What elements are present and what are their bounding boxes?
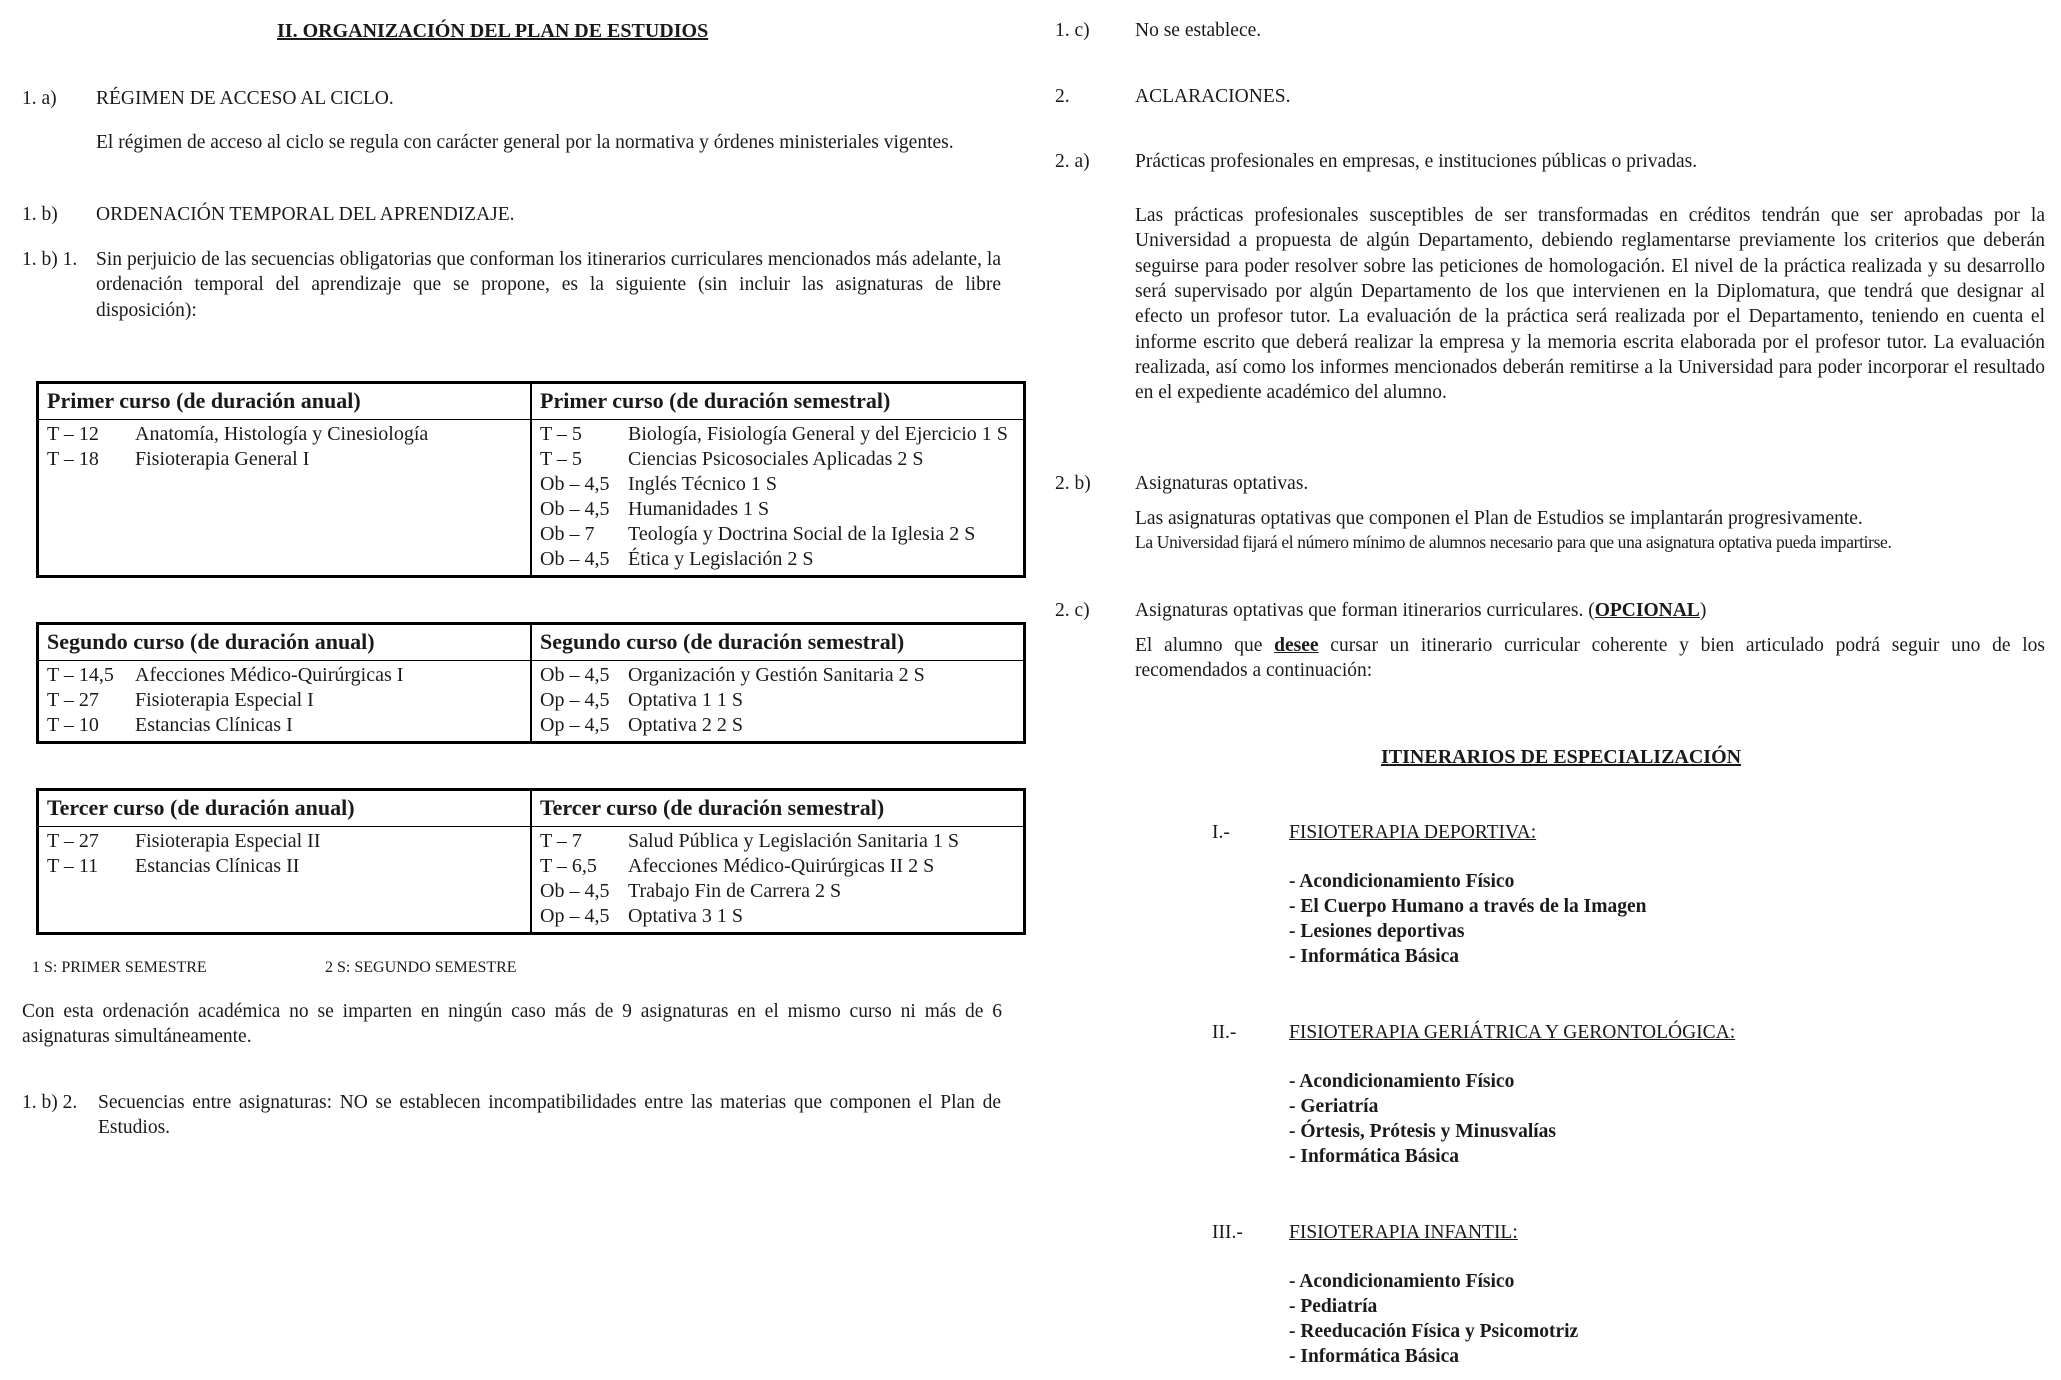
section-number: 1. a) <box>22 88 57 109</box>
section-number: 1. b) <box>22 204 58 225</box>
subject-name: Fisioterapia Especial II <box>135 829 321 852</box>
subject-name: Fisioterapia General I <box>135 447 310 470</box>
subject-row <box>540 879 1015 904</box>
section-number: 1. b) 2. <box>22 1092 78 1113</box>
section-number: 2. c) <box>1055 600 1090 621</box>
section-text: No se establece. <box>1135 20 1262 41</box>
section-number: 1. c) <box>1055 20 1090 41</box>
subject-code: Op – 4,5 <box>540 904 610 927</box>
subject-row <box>47 663 522 688</box>
course-table-2 <box>36 622 1026 744</box>
subject-row <box>540 713 1015 738</box>
section-number: 2. <box>1055 86 1070 107</box>
section-heading: Prácticas profesionales en empresas, e instituciones públicas o privadas. <box>1135 151 1698 172</box>
list-item: - Informática Básica <box>1289 1346 1460 1367</box>
section-heading <box>1135 600 1706 621</box>
legend-second-semester: 2 S: SEGUNDO SEMESTRE <box>325 959 517 976</box>
subject-name: Fisioterapia Especial I <box>135 688 314 711</box>
list-item: - Lesiones deportivas <box>1289 921 1465 942</box>
section-1b1 <box>22 247 1002 323</box>
annual-cell <box>38 660 532 742</box>
subject-code: Ob – 4,5 <box>540 547 610 570</box>
itinerary-number: III.- <box>1212 1222 1243 1243</box>
subject-row <box>47 447 522 472</box>
subject-row <box>540 522 1015 547</box>
section-1b <box>22 202 1002 227</box>
itinerary-title: FISIOTERAPIA DEPORTIVA: <box>1289 822 1537 843</box>
section-1c <box>1055 18 2045 43</box>
table-header-annual: Primer curso (de duración anual) <box>38 383 532 420</box>
list-item: - El Cuerpo Humano a través de la Imagen <box>1289 896 1647 917</box>
table-header-semestral: Tercer curso (de duración semestral) <box>531 790 1025 827</box>
section-number: 2. b) <box>1055 473 1091 494</box>
subject-name: Estancias Clínicas II <box>135 854 300 877</box>
itinerary-title: FISIOTERAPIA INFANTIL: <box>1289 1222 1518 1243</box>
subject-row <box>540 904 1015 929</box>
emphasis-word: desee <box>1274 635 1319 656</box>
text-part: El alumno que <box>1135 635 1275 656</box>
section-text: Sin perjuicio de las secuencias obligatorias que conforman los itinerarios curriculares mencionados más adelante, la ordenación temporal del aprendizaje que se propone, es la siguiente (sin incluir las asignaturas de libre disposición): <box>96 249 1001 321</box>
subject-name: Ética y Legislación 2 S <box>628 547 814 570</box>
subject-row <box>540 472 1015 497</box>
subject-name: Optativa 1 1 S <box>628 688 743 711</box>
subject-code: T – 10 <box>47 713 99 736</box>
subject-row <box>540 547 1015 572</box>
subject-code: T – 7 <box>540 829 582 852</box>
ordering-note: Con esta ordenación académica no se imparten en ningún caso más de 9 asignaturas en el mismo curso ni más de 6 asignaturas simultáneamente. <box>22 1001 1002 1048</box>
section-2b-line2: La Universidad fijará el número mínimo de alumnos necesario para que una asignatura optativa pueda impartirse. <box>1135 532 1892 552</box>
list-item: - Acondicionamiento Físico <box>1289 1271 1515 1292</box>
subject-row <box>47 713 522 738</box>
section-heading-text: Asignaturas optativas que forman itinerarios curriculares. ( <box>1135 600 1595 621</box>
section-title: II. ORGANIZACIÓN DEL PLAN DE ESTUDIOS <box>277 20 709 42</box>
subject-name: Biología, Fisiología General y del Ejercicio 1 S <box>628 422 1008 445</box>
table-header-annual: Segundo curso (de duración anual) <box>38 624 532 661</box>
subject-row <box>47 422 522 447</box>
section-heading: ORDENACIÓN TEMPORAL DEL APRENDIZAJE. <box>96 204 515 225</box>
list-item: - Geriatría <box>1289 1096 1379 1117</box>
section-1a-text: El régimen de acceso al ciclo se regula con carácter general por la normativa y órdenes ministeriales vigentes. <box>96 132 954 153</box>
subject-row <box>540 663 1015 688</box>
itinerary-list <box>1289 1269 1578 1369</box>
itinerary-number: I.- <box>1212 822 1230 843</box>
section-2b <box>1055 471 2045 496</box>
subject-row <box>47 688 522 713</box>
list-item: - Reeducación Física y Psicomotriz <box>1289 1321 1579 1342</box>
subject-code: T – 5 <box>540 422 582 445</box>
semestral-cell <box>531 660 1025 742</box>
itinerary-number: II.- <box>1212 1022 1237 1043</box>
subject-name: Teología y Doctrina Social de la Iglesia 2 S <box>628 522 976 545</box>
section-2a <box>1055 149 2045 174</box>
course-table-1 <box>36 381 1026 578</box>
course-table-3 <box>36 788 1026 935</box>
itinerary-title: FISIOTERAPIA GERIÁTRICA Y GERONTOLÓGICA: <box>1289 1022 1736 1043</box>
subject-code: T – 14,5 <box>47 663 114 686</box>
section-2 <box>1055 84 2045 109</box>
annual-cell <box>38 826 532 933</box>
optional-label: OPCIONAL <box>1594 600 1700 621</box>
section-heading: ACLARACIONES. <box>1135 86 1291 107</box>
subject-code: T – 6,5 <box>540 854 597 877</box>
subject-code: T – 18 <box>47 447 99 470</box>
subject-name: Trabajo Fin de Carrera 2 S <box>628 879 842 902</box>
table-header-semestral: Segundo curso (de duración semestral) <box>531 624 1025 661</box>
subject-name: Afecciones Médico-Quirúrgicas II 2 S <box>628 854 935 877</box>
section-1b2 <box>22 1090 1002 1141</box>
list-item: - Acondicionamiento Físico <box>1289 871 1515 892</box>
subject-name: Organización y Gestión Sanitaria 2 S <box>628 663 925 686</box>
subject-code: Op – 4,5 <box>540 688 610 711</box>
subject-name: Afecciones Médico-Quirúrgicas I <box>135 663 404 686</box>
section-text: Secuencias entre asignaturas: NO se establecen incompatibilidades entre las materias que componen el Plan de Estudios. <box>98 1092 1001 1139</box>
itinerary-list <box>1289 869 1647 969</box>
annual-cell <box>38 419 532 576</box>
subject-code: Ob – 4,5 <box>540 879 610 902</box>
list-item: - Órtesis, Prótesis y Minusvalías <box>1289 1121 1557 1142</box>
list-item: - Acondicionamiento Físico <box>1289 1071 1515 1092</box>
itinerary-list <box>1289 1069 1556 1169</box>
subject-row <box>540 688 1015 713</box>
subject-row <box>47 854 522 879</box>
subject-name: Estancias Clínicas I <box>135 713 293 736</box>
table-header-annual: Tercer curso (de duración anual) <box>38 790 532 827</box>
section-heading: RÉGIMEN DE ACCESO AL CICLO. <box>96 88 394 109</box>
semestral-cell <box>531 826 1025 933</box>
list-item: - Pediatría <box>1289 1296 1378 1317</box>
subject-code: Ob – 4,5 <box>540 497 610 520</box>
subject-row <box>47 829 522 854</box>
subject-row <box>540 422 1015 447</box>
subject-name: Humanidades 1 S <box>628 497 770 520</box>
subject-code: T – 11 <box>47 854 99 877</box>
subject-code: Ob – 4,5 <box>540 472 610 495</box>
legend-first-semester: 1 S: PRIMER SEMESTRE <box>32 959 207 976</box>
subject-row <box>540 854 1015 879</box>
table-header-semestral: Primer curso (de duración semestral) <box>531 383 1025 420</box>
section-number: 2. a) <box>1055 151 1090 172</box>
section-heading: Asignaturas optativas. <box>1135 473 1309 494</box>
subject-row <box>540 829 1015 854</box>
itineraries-title: ITINERARIOS DE ESPECIALIZACIÓN <box>1381 746 1742 768</box>
subject-code: T – 27 <box>47 688 99 711</box>
subject-row <box>540 497 1015 522</box>
subject-name: Salud Pública y Legislación Sanitaria 1 S <box>628 829 960 852</box>
section-number: 1. b) 1. <box>22 249 78 270</box>
subject-code: Op – 4,5 <box>540 713 610 736</box>
subject-code: T – 12 <box>47 422 99 445</box>
subject-name: Inglés Técnico 1 S <box>628 472 778 495</box>
section-2c <box>1055 598 2045 623</box>
list-item: - Informática Básica <box>1289 1146 1460 1167</box>
section-2a-text: Las prácticas profesionales susceptibles de ser transformadas en créditos tendrán que ser aprobadas por la Universidad a propuesta de algún Departamento, debiendo reglamentarse previamente los criterios que deberán seguirse para poder resolver sobre las peticiones de homologación. El nivel de la práctica realizada y su desarrollo será supervisado por algún Departamento de los que intervienen en la Diplomatura, que tendrá que designar al efecto un profesor tutor. La evaluación de la práctica será realizada por el Departamento, teniendo en cuenta el informe escrito que deberá realizar la empresa y la memoria escrita elaborada por el profesor tutor. La evaluación realizada, así como los informes mencionados deberán remitirse a la Universidad para poder incorporar el resultado en el expediente académico del alumno. <box>1135 205 2045 404</box>
semestral-cell <box>531 419 1025 576</box>
section-2b-line1: Las asignaturas optativas que componen el Plan de Estudios se implantarán progresivamente. <box>1135 508 1863 529</box>
subject-code: Ob – 4,5 <box>540 663 610 686</box>
list-item: - Informática Básica <box>1289 946 1460 967</box>
subject-row <box>540 447 1015 472</box>
subject-name: Optativa 3 1 S <box>628 904 743 927</box>
subject-code: T – 27 <box>47 829 99 852</box>
subject-name: Optativa 2 2 S <box>628 713 743 736</box>
section-heading-close: ) <box>1699 600 1707 621</box>
section-1a <box>22 86 1002 111</box>
subject-name: Anatomía, Histología y Cinesiología <box>135 422 429 445</box>
subject-code: T – 5 <box>540 447 582 470</box>
subject-code: Ob – 7 <box>540 522 595 545</box>
text-part: cursar un itinerario curricular coherente y bien articulado podrá seguir uno de los recomendados a continuación: <box>1135 635 2045 682</box>
subject-name: Ciencias Psicosociales Aplicadas 2 S <box>628 447 924 470</box>
section-2c-text <box>1135 633 2045 684</box>
